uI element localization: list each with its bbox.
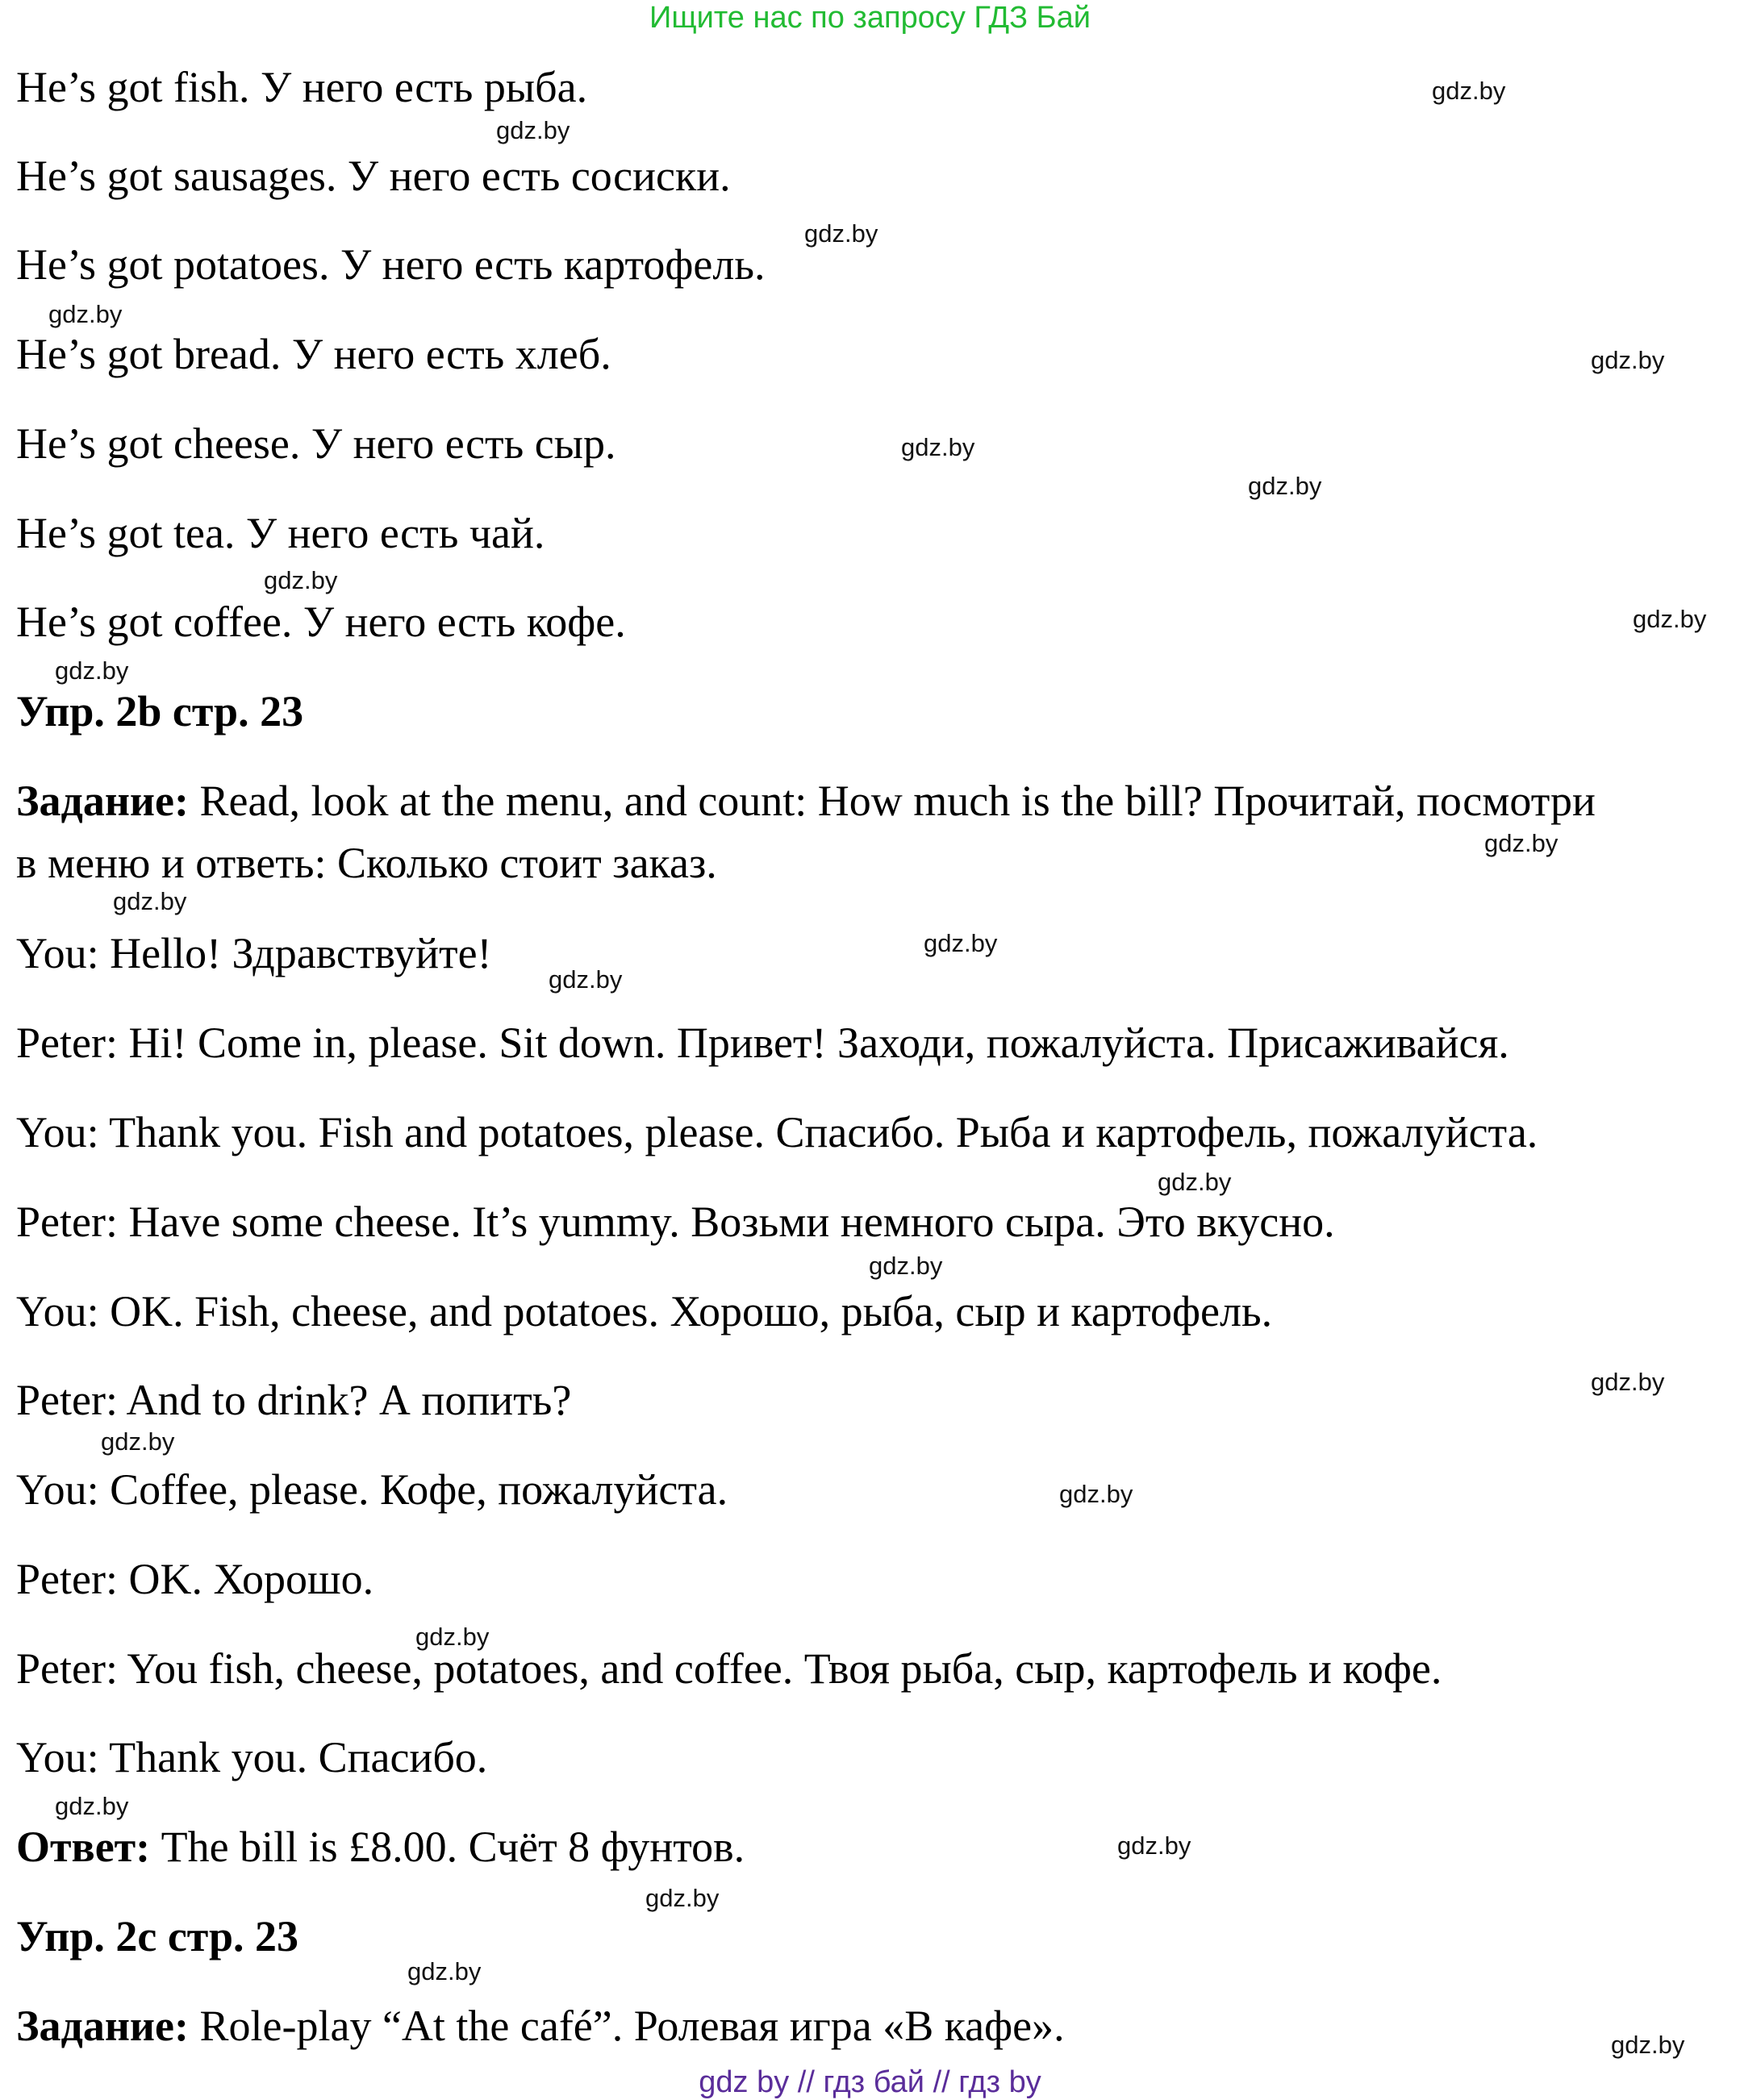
watermark: gdz.by [48,300,123,328]
exercise-heading: Упр. 2b стр. 23 [16,687,304,735]
dialogue-line: Peter: And to drink? А попить? [16,1376,572,1424]
watermark: gdz.by [407,1957,482,1985]
text-line: He’s got potatoes. У него есть картофель. [16,240,766,289]
text-line: He’s got tea. У него есть чай. [16,509,545,557]
watermark: gdz.by [1158,1168,1232,1196]
watermark: gdz.by [901,433,975,461]
watermark: gdz.by [264,566,338,594]
answer-line [16,1823,745,1871]
dialogue-line: You: OK. Fish, cheese, and potatoes. Хорошо, рыба, сыр и картофель. [16,1287,1273,1335]
task-line-continued: в меню и ответь: Сколько стоит заказ. [16,839,717,887]
text-line: He’s got cheese. У него есть сыр. [16,419,616,468]
watermark: gdz.by [101,1427,175,1456]
answer-label: Ответ: [16,1823,151,1871]
text-line: He’s got fish. У него есть рыба. [16,63,588,111]
dialogue-line: You: Thank you. Спасибо. [16,1733,488,1781]
exercise-heading: Упр. 2c стр. 23 [16,1912,298,1960]
watermark: gdz.by [1432,77,1506,105]
watermark: gdz.by [55,656,129,685]
dialogue-line: Peter: Have some cheese. It’s yummy. Возьми немного сыра. Это вкусно. [16,1198,1335,1246]
header-banner: Ищите нас по запросу ГДЗ Бай [649,1,1091,35]
watermark: gdz.by [415,1623,490,1651]
watermark: gdz.by [1248,472,1322,500]
dialogue-line: You: Coffee, please. Кофе, пожалуйста. [16,1465,728,1514]
answer-text: The bill is £8.00. Счёт 8 фунтов. [150,1823,745,1871]
watermark: gdz.by [924,929,998,957]
task-line [16,777,1596,825]
watermark: gdz.by [1484,829,1558,857]
footer-banner: gdz by // гдз бай // гдз by [699,2065,1041,2099]
watermark: gdz.by [1591,346,1665,374]
watermark: gdz.by [645,1884,720,1912]
dialogue-line: You: Thank you. Fish and potatoes, please. Спасибо. Рыба и картофель, пожалуйста. [16,1108,1538,1156]
watermark: gdz.by [1117,1831,1191,1860]
watermark: gdz.by [869,1252,943,1280]
dialogue-line: Peter: OK. Хорошо. [16,1555,374,1603]
task-line [16,2002,1065,2050]
text-line: He’s got bread. У него есть хлеб. [16,330,611,378]
task-label: Задание: [16,777,189,825]
dialogue-line: You: Hello! Здравствуйте! [16,929,492,977]
task-text: Role-play “At the café”. Ролевая игра «В кафе». [189,2002,1065,2050]
watermark: gdz.by [1591,1368,1665,1396]
watermark: gdz.by [1611,2031,1685,2059]
watermark: gdz.by [496,116,570,144]
watermark: gdz.by [113,887,187,915]
text-line: He’s got sausages. У него есть сосиски. [16,152,731,200]
dialogue-line: Peter: Hi! Come in, please. Sit down. Привет! Заходи, пожалуйста. Присаживайся. [16,1019,1509,1067]
watermark: gdz.by [549,965,623,994]
watermark: gdz.by [804,219,878,248]
task-text: Read, look at the menu, and count: How much is the bill? Прочитай, посмотри [189,777,1596,825]
dialogue-line: Peter: You fish, cheese, potatoes, and coffee. Твоя рыба, сыр, картофель и кофе. [16,1644,1442,1693]
text-line: He’s got coffee. У него есть кофе. [16,598,626,646]
watermark: gdz.by [55,1792,129,1820]
task-label: Задание: [16,2002,189,2050]
watermark: gdz.by [1059,1480,1133,1508]
watermark: gdz.by [1633,605,1707,633]
